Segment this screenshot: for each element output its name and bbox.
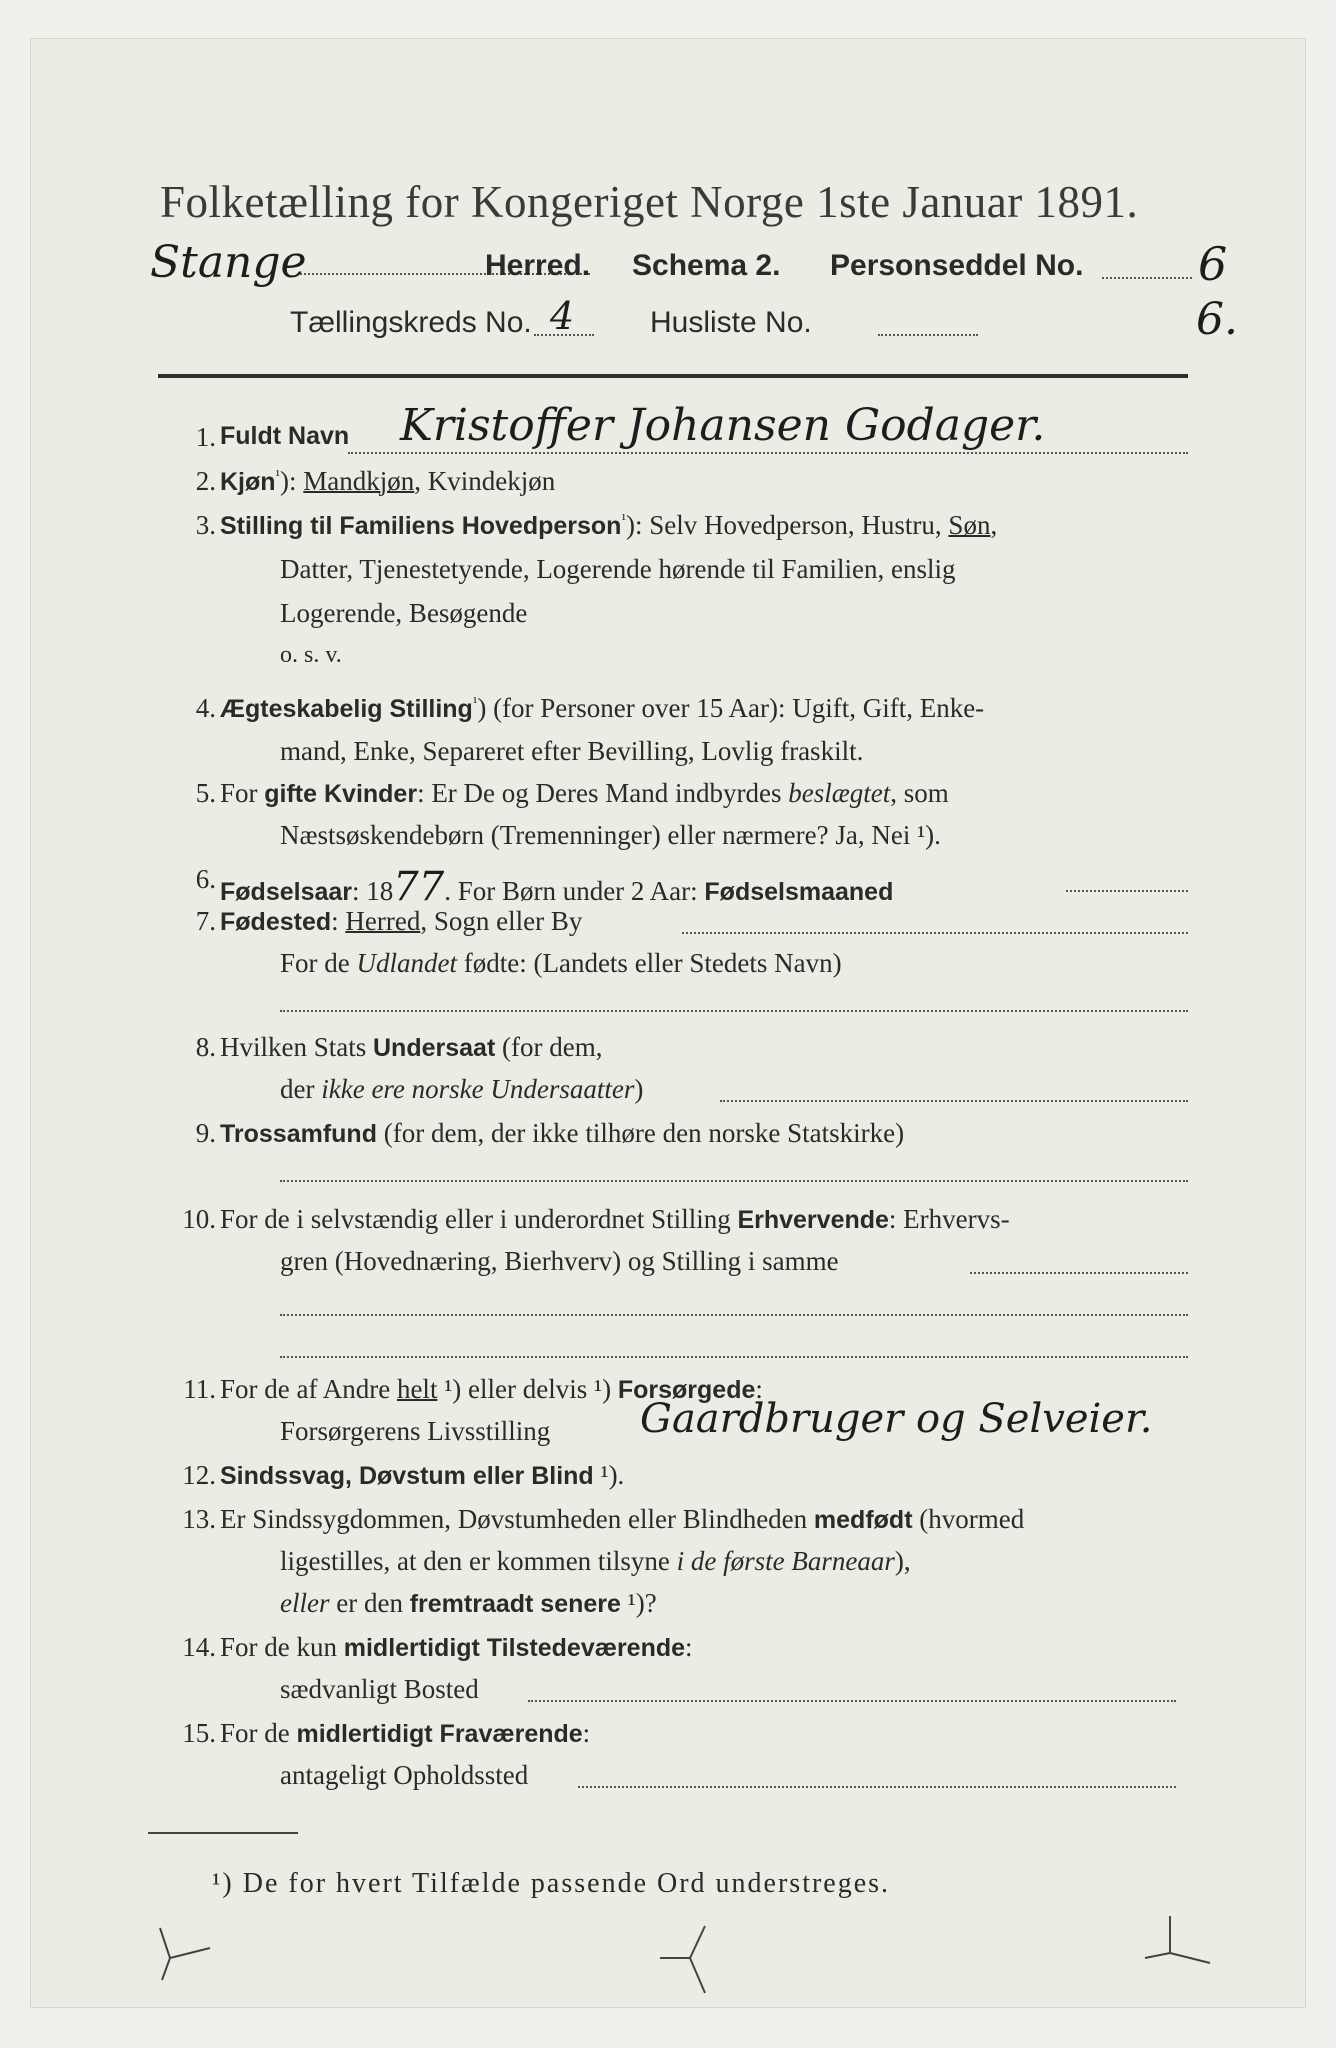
item-13-line-2: [280, 1546, 911, 1577]
item-4-footnote-mark: ¹: [472, 695, 478, 711]
item-13-line-3a: er den: [329, 1588, 410, 1618]
option-mandkjon-underlined: Mandkjøn: [303, 466, 415, 496]
item-13-line-3: [280, 1588, 657, 1619]
item-11-line-2: Forsørgerens Livsstilling: [280, 1416, 551, 1446]
item-8-line-2: [280, 1074, 643, 1105]
item-10-dotted-line-3: [280, 1356, 1188, 1358]
item-11-label: Forsørgede: [617, 1376, 756, 1404]
item-8-dotted-line: [720, 1100, 1188, 1102]
item-7-line-2-italic: Udlandet: [356, 948, 457, 978]
item-11-number: 11.: [183, 1374, 216, 1404]
item-8-line-2a: der: [280, 1074, 322, 1104]
option-herred-underlined: Herred: [345, 906, 421, 936]
item-9-number: 9.: [195, 1118, 216, 1148]
item-12-text-a: ¹).: [593, 1460, 625, 1490]
item-2-label: Kjøn: [220, 468, 276, 496]
item-3-text-a: ): Selv Hovedperson, Hustru,: [625, 510, 949, 540]
item-11-text-a: For de af Andre: [220, 1374, 397, 1404]
item-6-label-2: Fødselsmaaned: [704, 878, 894, 906]
header-rule: [158, 374, 1188, 378]
item-7-dotted-line: [682, 932, 1188, 934]
item-3-number: 3.: [195, 510, 216, 540]
husliste-label: Husliste No.: [650, 306, 812, 339]
item-14-number: 14.: [182, 1632, 216, 1662]
item-3-line-2: Datter, Tjenestetyende, Logerende hørende til Familien, enslig: [280, 554, 956, 584]
item-7-dotted-line-2: [280, 1010, 1188, 1012]
item-3-footnote-mark: ¹: [621, 512, 626, 528]
census-form-sheet: [30, 38, 1306, 2008]
item-3-label: Stilling til Familiens Hovedperson: [220, 512, 622, 540]
item-8-line-2b: ): [634, 1074, 644, 1104]
item-5-text-a: For: [220, 778, 265, 808]
item-13-line-3-bold: fremtraadt senere: [409, 1590, 621, 1618]
option-son-underlined: Søn: [948, 510, 991, 540]
item-4-number: 4.: [195, 693, 216, 723]
item-13-text-b: (hvormed: [912, 1504, 1025, 1534]
item-13-label: medfødt: [813, 1506, 913, 1534]
item-7-label: Fødested: [220, 908, 332, 936]
item-7-number: 7.: [195, 906, 216, 936]
item-15-label: midlertidigt Fraværende: [296, 1720, 583, 1748]
item-8-text-b: (for dem,: [495, 1032, 603, 1062]
birth-year-handwritten: 77: [393, 864, 445, 910]
item-6-text-b: . For Børn under 2 Aar:: [444, 876, 705, 906]
item-8-line-2-italic: ikke ere norske Undersaatter: [321, 1074, 635, 1104]
personseddel-label: Personseddel No.: [830, 249, 1084, 282]
item-1-label: Fuldt Navn: [220, 422, 350, 450]
item-4-text-a: ) (for Personer over 15 Aar): Ugift, Gift, Enke-: [477, 693, 985, 723]
item-7-line-2b: fødte: (Landets eller Stedets Navn): [457, 948, 842, 978]
schema-label: Schema 2.: [632, 249, 781, 282]
item-15-line-2: antageligt Opholdssted: [280, 1760, 529, 1790]
item-14-dotted-line: [528, 1700, 1176, 1702]
item-4-line-2: mand, Enke, Separeret efter Bevilling, Lovlig fraskilt.: [280, 736, 864, 766]
item-13-line-3-italic: eller: [280, 1588, 330, 1618]
item-4-label: Ægteskabelig Stilling: [220, 695, 473, 723]
item-13-line-2a: ligestilles, at den er kommen tilsyne: [280, 1546, 677, 1576]
item-14-line-2: sædvanligt Bosted: [280, 1674, 479, 1704]
item-5-line-2: Næstsøskendebørn (Tremenninger) eller nærmere? Ja, Nei ¹).: [280, 820, 941, 850]
item-12-number: 12.: [182, 1460, 216, 1490]
item-11-text-b: ¹) eller delvis ¹): [437, 1374, 618, 1404]
item-3-line-4: o. s. v.: [280, 642, 342, 668]
item-2-number: 2.: [195, 466, 216, 496]
item-6-dotted-line: [1066, 890, 1188, 892]
item-10-dotted-line-2: [280, 1314, 1188, 1316]
item-1-dotted-line: [348, 452, 1188, 454]
item-15-number: 15.: [182, 1718, 216, 1748]
footnote-rule: [148, 1832, 298, 1834]
provider-occupation-handwritten: Gaardbruger og Selveier.: [640, 1396, 1153, 1442]
item-8-label: Undersaat: [373, 1034, 496, 1062]
kreds-label: Tællingskreds No.: [290, 306, 532, 339]
kreds-dotted-line: [534, 334, 594, 336]
item-10-number: 10.: [182, 1204, 216, 1234]
item-2-text-b: , Kvindekjøn: [414, 466, 556, 496]
item-7-line-2a: For de: [280, 948, 357, 978]
full-name-handwritten: Kristoffer Johansen Godager.: [400, 400, 1046, 451]
item-3-text-b: ,: [990, 510, 998, 540]
item-11-text-c: :: [755, 1374, 763, 1404]
margin-mark-center: [650, 1918, 730, 1998]
item-2-text-a: ):: [280, 466, 304, 496]
item-5-text-b: : Er De og Deres Mand indbyrdes: [417, 778, 789, 808]
husliste-value: 6.: [1196, 294, 1238, 345]
item-7-line-2: [280, 948, 842, 979]
item-6-text-a: : 18: [352, 876, 394, 906]
header-row-kreds: [150, 294, 1290, 350]
personseddel-value: 6: [1198, 237, 1228, 291]
item-9-text-a: (for dem, der ikke tilhøre den norske Statskirke): [376, 1118, 905, 1148]
item-10-text-b: : Erhvervs-: [888, 1204, 1010, 1234]
herred-label: Herred.: [485, 249, 591, 282]
item-13-line-2-italic: i de første Barneaar: [676, 1546, 895, 1576]
item-10-label: Erhvervende: [737, 1206, 889, 1234]
footnote: ¹) De for hvert Tilfælde passende Ord understreges.: [212, 1868, 891, 1899]
husliste-dotted-line: [878, 334, 978, 336]
item-1-number: 1.: [195, 422, 216, 452]
form-title: Folketælling for Kongeriget Norge 1ste Januar 1891.: [160, 177, 1139, 227]
item-10-line-2: gren (Hovednæring, Bierhverv) og Stilling i samme: [280, 1246, 839, 1276]
item-5-number: 5.: [195, 778, 216, 808]
item-8-text-a: Hvilken Stats: [220, 1032, 373, 1062]
item-3-line-3: Logerende, Besøgende: [280, 598, 528, 628]
item-15-text-a: For de: [220, 1718, 297, 1748]
item-10-dotted-line: [970, 1272, 1188, 1274]
item-14-text-b: :: [685, 1632, 693, 1662]
item-13-number: 13.: [182, 1504, 216, 1534]
item-13-text-a: Er Sindssygdommen, Døvstumheden eller Blindheden: [220, 1504, 814, 1534]
item-12-label: Sindssvag, Døvstum eller Blind: [220, 1462, 594, 1490]
item-7-text-a: :: [331, 906, 346, 936]
item-13-line-3c: ¹)?: [620, 1588, 657, 1618]
item-5-italic: beslægtet: [788, 778, 891, 808]
item-6-number: 6.: [195, 864, 216, 894]
item-7-text-b: , Sogn eller By: [420, 906, 583, 936]
option-helt-underlined: helt: [396, 1374, 438, 1404]
item-9-label: Trossamfund: [220, 1120, 377, 1148]
municipality-handwritten: Stange: [150, 237, 307, 288]
item-9-dotted-line: [280, 1180, 1188, 1182]
personseddel-dotted-line: [1102, 277, 1192, 279]
margin-mark-left: [150, 1918, 230, 1988]
item-13-line-2b: ),: [894, 1546, 911, 1576]
item-5-label: gifte Kvinder: [264, 780, 418, 808]
item-14-label: midlertidigt Tilstedeværende: [343, 1634, 686, 1662]
item-6-label: Fødselsaar: [220, 878, 353, 906]
kreds-value: 4: [550, 294, 575, 338]
item-15-dotted-line: [578, 1786, 1176, 1788]
item-15-text-b: :: [582, 1718, 591, 1748]
item-8-number: 8.: [195, 1032, 216, 1062]
item-2-footnote-mark: ¹: [275, 468, 281, 484]
margin-mark-right: [1140, 1908, 1220, 1988]
item-14-text-a: For de kun: [220, 1632, 344, 1662]
item-5-text-c: , som: [890, 778, 949, 808]
item-10-text-a: For de i selvstændig eller i underordnet Stilling: [220, 1204, 738, 1234]
header-row-herred: [150, 237, 1290, 293]
